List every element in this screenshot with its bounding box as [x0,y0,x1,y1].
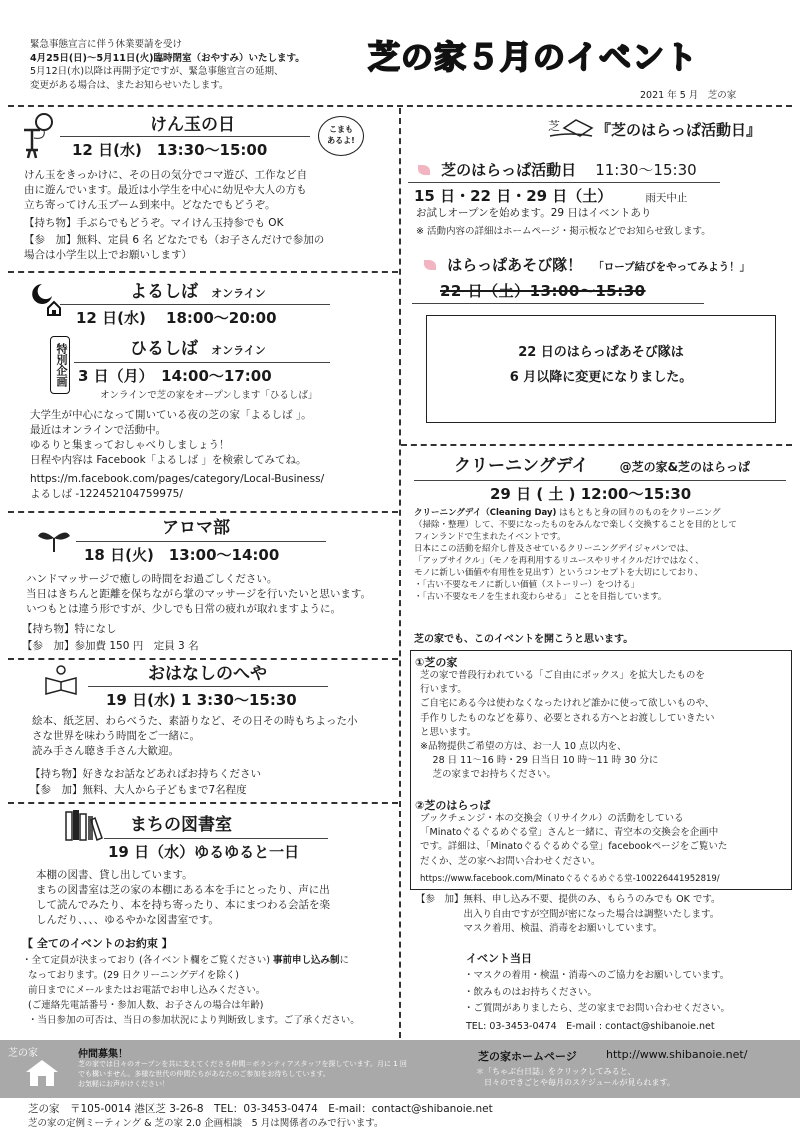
kendama-icon [16,112,56,160]
cleaning-place: @芝の家&芝のはらっぱ [619,460,751,474]
section-title: 芝のはらっぱ活動日 [441,161,577,179]
dayof-contact: TEL: 03-3453-0474 E-mail : contact@shibanoie.net [466,1021,715,1032]
section-join: 【参 加】無料、大人から子どもまで7名程度 [30,784,247,796]
change-notice-box [426,315,776,423]
section-bring: 【持ち物】特になし [22,623,117,635]
section-title: けん玉の日 [150,115,235,135]
asobi-title: はらっぱあそび隊！ [447,256,583,274]
hirushiba-title-row [130,338,266,360]
cleaning-bold-line: 芝の家でも、このイベントを開こうと思います。 [414,634,634,645]
section-description: 絵本、紙芝居、わらべうた、素語りなど、その日その時もちよった小 さな世界を味わう時間をご一緒に。 読み手さん聴き手さん大歓迎。 [32,715,358,757]
divider [8,105,792,107]
rain-note: 雨天中止 [645,192,688,204]
section-title: クリーニングデイ [454,456,589,476]
section-description: けん玉をきっかけに、その日の気分でコマ遊び、工作など自 由に遊んでいます。最近は小学生を中心に幼児や大人の方も 立ち寄ってけん玉ブーム到来中。どなたでもどうぞ。 [24,169,308,211]
online-tag: オンライン [211,344,266,357]
recruit-text: 芝の家では日々のオープンを共に支えてくださる仲間＝ボランティアスタッフを探しています。月に 1 回でも構いません。多様な世代の仲間たちがあなたのご参加をお待ちしています。 お気軽にお声がけください！ [78,1060,407,1088]
section-title: おはなしのへや [148,664,267,684]
footer-address: 芝の家 〒105-0014 港区芝 3-26-8 TEL：03-3453-0474 E-mail：contact@shibanoie.net [28,1103,493,1115]
title-underline [76,541,326,542]
logo-text: 芝の家 [8,1048,38,1059]
shiba-sign-icon [548,116,594,140]
section-description: ハンドマッサージで癒しの時間をお過ごしください。 当日はきちんと距離を保ちながら掌のマッサージを行いたいと思います。 いつもとは違う形ですが、少しでも日常の疲れが取れますように。 [26,573,372,615]
divider [8,511,398,513]
section-title: アロマ部 [162,518,230,538]
facebook-link[interactable]: https://m.facebook.com/pages/category/Local-Business/ よるしば -122452104759975/ [30,473,325,500]
section-schedule: 18 日(火) 13:00〜14:00 [84,546,280,564]
divider [8,658,398,660]
house-icon [22,1058,62,1088]
notice-line: 5月12日(水)以降は再開予定ですが、緊急事態宣言の延期、 [30,66,284,77]
section-description: 本棚の図書、貸し出しています。 まちの図書室は芝の家の本棚にある本を手にとったり、声に出 して読んでみたり、本を持ち寄ったり、本にまつわる会話を楽 しんだり、、、、ゆるやかな図書室です。 [36,869,330,926]
section-title: ひるしば [130,339,198,359]
dayof-text: ・マスクの着用・検温・消毒へのご協力をお願いしています。 ・飲みものはお持ちください。 ・ご質問がありましたら、芝の家までお問い合わせください。 [464,970,731,1014]
books-icon [64,808,104,842]
promise-rest: なっております。(29 日クリーニングデイを除く) 前日までにメールまたはお電話でお申し込みください。 (ご連絡先電話番号・参加人数、お子さんの場合は年齢) ・当日参加の可否は、当日の参加状況により判断致します。ご了承ください。 [28,970,360,1026]
section-title: よるしば [130,282,198,302]
section-schedule: 3 日（月） 14:00〜17:00 [78,367,272,385]
cleaning-title-row [454,455,750,477]
box-text: ブックチェンジ・本の交換会（リサイクル）の活動をしている 「Minatoぐるぐるめぐる堂」さんと一緒に、青空本の交換会を企画中 です。詳細は、「Minatoぐるぐるめぐる堂」facebookページをご覧いた だくか、芝の家へお問い合わせください。 [420,813,728,867]
svg-text:芝: 芝 [548,119,561,133]
dayof-title: イベント当日 [466,952,532,965]
asobi-cancelled-date: 22 日（土）13:00〜15:30 [440,282,646,300]
harappa-trial: お試しオープンを始めます。29 日はイベントあり [416,207,652,219]
hp-label: 芝の家ホームページ [478,1050,577,1063]
divider [401,444,792,446]
asobi-subtitle: 「ロープ結びをやってみよう！」 [593,261,751,273]
title-underline [74,362,330,363]
section-join: 【参 加】無料、定員 6 名 どなたでも（お子さんだけで参加の 場合は小学生以上でお願いします） [24,234,325,261]
section-bring: 【持ち物】手ぶらでもどうぞ。マイけん玉持参でも OK [24,217,284,229]
box-text: 芝の家で普段行われている「ご自由にボックス」を拡大したものを 行います。 ご自宅にある今は使わなくなったけれど誰かに使って欲しいものや、 手作りしたものなどを募り、必要とされる方へとお渡ししていきたい と思います。 ※品物提供ご希望の方は、お一人 10 点以内を、 28 日 11〜16 時・29 日当日 10 時〜11 時 30 分に 芝の家までお持ちください。 [420,670,715,781]
promise-line [22,954,398,968]
section-schedule: 12 日(水) 18:00〜20:00 [76,309,277,327]
hp-note: ＊「ちゃぶ台日誌」をクリックしてみると、 日々のできごとや毎月のスケジュールが見られます。 [476,1067,675,1087]
leaf-icon [418,165,430,175]
meguru-facebook-link[interactable]: https://www.facebook.com/Minatoぐるぐるめぐる堂-100226441952819/ [420,874,720,884]
section-title: まちの図書室 [130,815,232,835]
section-description: 大学生が中心になって開いている夜の芝の家「よるしば 」。 最近はオンラインで活動中。 ゆるりと集まっておしゃべりしましょう！ 日程や内容は Facebook「よるしば 」を検索してみてね。 [30,409,312,466]
header-notice [30,38,390,92]
issue-date: 2021 年 5 月 芝の家 [640,90,737,101]
recruit-banner [0,1040,800,1098]
page-title: 芝の家５月のイベント [368,38,699,76]
box-title: ①芝の家 [415,656,458,669]
box-title: ②芝のはらっぱ [415,799,491,812]
sprout-icon [36,526,72,554]
title-underline [88,686,328,687]
online-tag: オンライン [211,287,266,300]
harappa-header: 『芝のはらっぱ活動日』 [596,121,762,139]
column-divider [399,108,401,1048]
harappa-title-row [418,160,697,180]
cleaning-intro-text: はもともと身の回りのものをクリーニング （掃除・整理）して、不要になったものをみんなで楽しく交換することを目的として フィンランドで生まれたイベントです。 日本にこの活動を紹介し普及させているクリーニングデイジャパンでは、 「アップサイクル」（モノを再利用するリユースやリサイクルだけではなく、 モノに新しい価値や有用性を見出す）というコンセプトを大切にしており、 ・「古い不要なモノに新しい価値（ストーリー）をつける」 ・「古い不要なモノを生まれ変わらせる」 ことを目指しています。 [414,508,737,602]
section-schedule: 12 日(水) 13:30〜15:00 [72,141,268,159]
title-underline [414,480,786,481]
speech-bubble: こまも あるよ! [318,116,364,156]
promise-title: 【 全てのイベントのお約束 】 [22,937,173,950]
footer-note: 芝の家の定例ミーティング & 芝の家 2.0 企画相談 5 月は関係者のみで行います。 [28,1118,384,1129]
section-time: 11:30〜15:30 [595,161,697,179]
section-join: 【参 加】参加費 150 円 定員 3 名 [22,640,199,652]
cleaning-intro-bold: クリーニングデイ（Cleaning Day) [414,508,557,518]
leaf-icon [424,260,436,270]
title-underline [104,838,328,839]
section-subtitle: オンラインで芝の家をオープンします「ひるしば」 [100,390,318,401]
book-reading-icon [42,664,80,696]
notice-line: 変更がある場合は、またお知らせいたします。 [30,79,229,91]
promise-emphasis: 事前申し込み制 [272,955,340,966]
change-line: 22 日のはらっぱあそび隊は [518,345,684,360]
promise-text: ・全て定員が決まっており (各イベント欄をご覧ください) [22,955,273,966]
notice-line: 緊急事態宣言に伴う休業要請を受け [30,39,183,50]
promise-text: に [339,955,349,966]
asobi-title-row [424,255,750,275]
change-line: 6 月以降に変更になりました。 [509,370,693,385]
section-schedule: 29 日 ( 土 ) 12:00〜15:30 [490,485,692,503]
notice-line-closure: 4月25日(日)〜5月11日(火)臨時閉室（おやすみ）いたします。 [30,52,305,64]
special-badge: 特別企画 [50,336,70,394]
divider [8,802,398,804]
homepage-link[interactable]: http://www.shibanoie.net/ [606,1048,748,1061]
harappa-dates-row [414,186,687,206]
moon-house-icon [30,282,66,316]
cleaning-intro [414,507,792,603]
title-underline [408,182,720,183]
section-join: 【参 加】無料、申し込み不要、提供のみ、もらうのみでも OK です。 出入り自由ですが空間が密になった場合は調整いたします。 マスク着用、検温、消毒をお願いしています。 [416,894,721,934]
logo [8,1044,70,1094]
divider [8,271,398,273]
yorushiba-title-row [130,281,266,303]
title-underline [60,304,330,305]
section-schedule: 19 日（水）ゆるゆると一日 [108,843,300,861]
section-bring: 【持ち物】好きなお話などあればお持ちください [30,768,261,780]
title-underline [412,303,704,304]
recruit-title: 仲間募集！ [78,1049,128,1060]
section-schedule: 19 日(水) 1 3:30〜15:30 [106,691,297,709]
title-underline [60,136,310,137]
section-schedule: 15 日・22 日・29 日（土） [414,187,613,205]
harappa-note: ※ 活動内容の詳細はホームページ・掲示板などでお知らせ致します。 [416,226,711,237]
